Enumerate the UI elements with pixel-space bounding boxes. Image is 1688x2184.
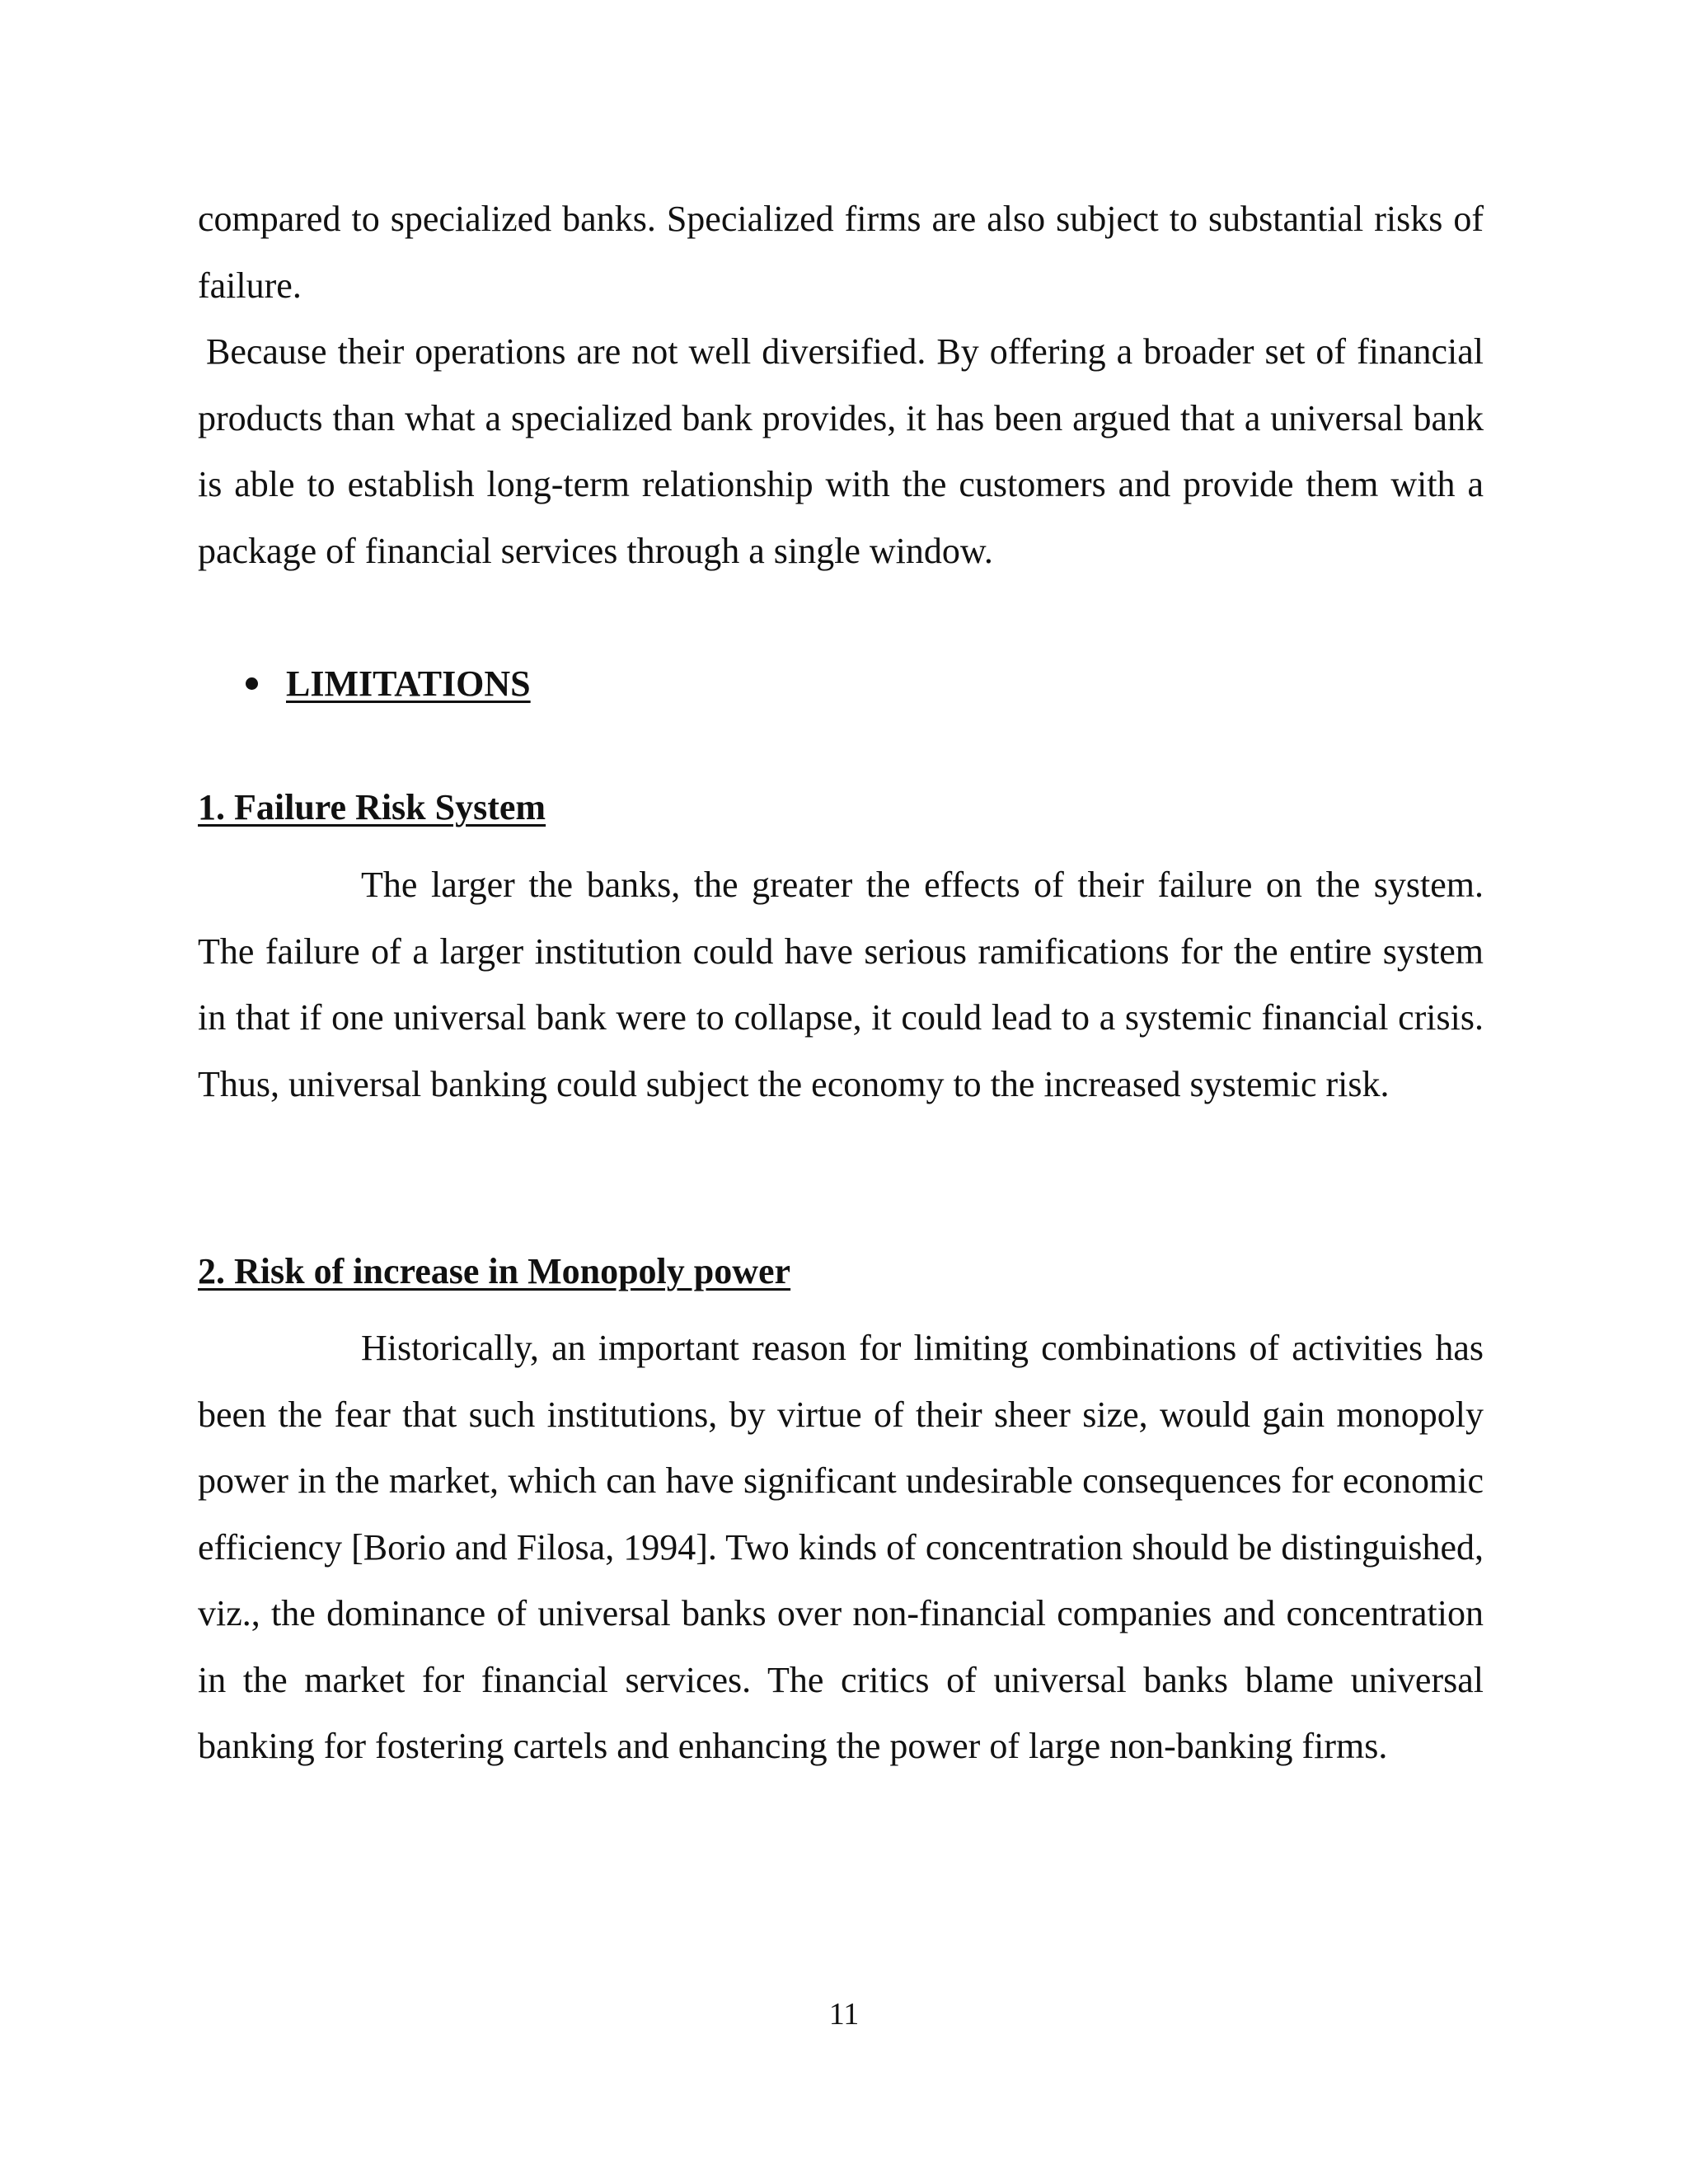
limitations-bullet [246, 663, 531, 705]
bullet-icon [246, 677, 258, 690]
section-2-body: Historically, an important reason for limiting combinations of activities has been the fear that such institutions, by virtue of their sheer size, would gain monopoly power in the market, which can have significant undesirable consequences for economic efficiency [Borio and Filosa, 1994]. Two kinds of concentration should be distinguished, viz., the dominance of universal banks over non-financial companies and concentration in the market for financial services. The critics of universal banks blame universal banking for fostering cartels and enhancing the power of large non-banking firms. [198, 1328, 1484, 1766]
intro-paragraph-1: compared to specialized banks. Specialized firms are also subject to substantial risks of failure. [198, 199, 1484, 306]
intro-paragraph-2: Because their operations are not well diversified. By offering a broader set of financial products than what a specialized bank provides, it has been argued that a universal bank is able to establish long-term relationship with the customers and provide them with a package of financial services through a single window. [198, 331, 1484, 571]
section-1-heading: 1. Failure Risk System [198, 787, 546, 827]
section-2-heading: 2. Risk of increase in Monopoly power [198, 1251, 791, 1291]
limitations-heading: LIMITATIONS [286, 663, 531, 704]
page-number: 11 [828, 1997, 860, 2032]
section-1-body: The larger the banks, the greater the effects of their failure on the system. The failure of a larger institution could have serious ramifications for the entire system in that if one universal bank were to collapse, it could lead to a systemic financial crisis. Thus, universal banking could subject the economy to the increased systemic risk. [198, 865, 1484, 1104]
